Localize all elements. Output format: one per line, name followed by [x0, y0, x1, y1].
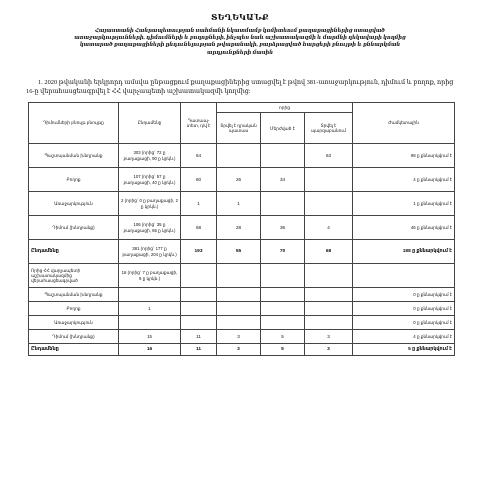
table-row [29, 302, 455, 316]
row-pending: 0 ը քննարկվում է [353, 288, 455, 302]
row-rejected [261, 316, 305, 330]
row-total: 16 [119, 344, 181, 356]
row-pending: 1 ը քննարկվում է [353, 192, 455, 216]
row-total: 107 (որից` 57 ը բաղաքացի, 40 ը կրկն.) [119, 168, 181, 192]
row-pending: 0 ը քննարկվում է [353, 302, 455, 316]
row-explained [305, 288, 353, 302]
row-type: Պաշտպանման խնդրանք [29, 144, 119, 168]
row-positive: 26 [217, 168, 261, 192]
row-resolved: 11 [181, 344, 217, 356]
row-positive [217, 288, 261, 302]
row-rejected [261, 264, 305, 288]
header-resolved: Դատապ-տետ, դ/վ է [181, 103, 217, 144]
row-pending: 4 ը քննարկվում է [353, 168, 455, 192]
document-title: ՏԵՂԵԿԱՆՔ [210, 13, 270, 22]
row-rejected [261, 144, 305, 168]
document-subtitle: Հայաստանի Հանրապետության սահմանի նկատմամբ կոմիտեում քաղաքացիներից ստացված առաջարկությունների, դիմումների և բողոքների, ինչպես նաև աշխատակազմի և մարմնի ղեկավարի կողմից կատարած քաղաքացիների ընդունելության թվաքանակի, բարձրացված հարցերի բնույթի և քննարկման արդյունքների մասին [74, 28, 406, 56]
row-resolved: 60 [181, 168, 217, 192]
header-explained: Տրվել է պարզաբանում [305, 113, 353, 144]
row-rejected [261, 302, 305, 316]
row-type: Դիմում (խնդրանք) [29, 330, 119, 344]
table-body [29, 144, 455, 356]
table-row [29, 216, 455, 240]
row-rejected: 5 [261, 330, 305, 344]
row-explained: 3 [305, 344, 353, 356]
row-type: Ընդամենը [29, 240, 119, 264]
row-type: Պաշտպանման խնդրանք [29, 288, 119, 302]
table-row [29, 192, 455, 216]
row-rejected: 36 [261, 216, 305, 240]
row-explained [305, 192, 353, 216]
table-row [29, 144, 455, 168]
row-resolved [181, 264, 217, 288]
row-positive [217, 302, 261, 316]
statistics-table [28, 102, 455, 356]
row-explained: 3 [305, 330, 353, 344]
row-positive: 1 [217, 192, 261, 216]
row-positive [217, 316, 261, 330]
row-total: 15 [119, 330, 181, 344]
row-resolved [181, 288, 217, 302]
row-type: Բողոք [29, 168, 119, 192]
row-total [119, 316, 181, 330]
row-positive: 55 [217, 240, 261, 264]
table-row [29, 168, 455, 192]
row-total: 106 (որից` 35 ը բաղաքացի, 65 ը կրկն.) [119, 216, 181, 240]
row-rejected: 70 [261, 240, 305, 264]
table-row [29, 264, 455, 288]
row-explained [305, 264, 353, 288]
row-type: Ընդամենը [29, 344, 119, 356]
row-resolved [181, 316, 217, 330]
table-row [29, 330, 455, 344]
row-explained: 4 [305, 216, 353, 240]
row-pending: 0 ը քննարկվում է [353, 316, 455, 330]
header-pending: Ժամկետային [353, 103, 455, 144]
row-pending: 188 ը քննարկվում է [353, 240, 455, 264]
row-pending: 5 ը քննարկվում է [353, 344, 455, 356]
row-pending: 46 ը քննարկվում է [353, 216, 455, 240]
intro-paragraph: 1. 2020 թվականի երկրորդ ամսվա ընթացքում քաղաքացիներից ստացվել է թվով 381-առաջարկություն, դիմում և բողոք, որից 16-ը վերահասցեագրվել է ՀՀ վարչապետի աշխատակազմի կողմից: [26, 79, 454, 95]
row-explained [305, 302, 353, 316]
row-type: Դիմում (խնդրանք) [29, 216, 119, 240]
row-resolved [181, 302, 217, 316]
row-resolved: 11 [181, 330, 217, 344]
row-resolved: 64 [181, 144, 217, 168]
row-total [119, 288, 181, 302]
row-explained [305, 168, 353, 192]
row-resolved: 1 [181, 192, 217, 216]
header-positive: Տրվել է դրական պատաս [217, 113, 261, 144]
header-group: որից [217, 103, 353, 113]
row-rejected: 5 [261, 344, 305, 356]
row-type: Առաջարկություն [29, 316, 119, 330]
header-type: Դիմումների բնույթ բնույթը [29, 103, 119, 144]
row-explained: 63 [305, 144, 353, 168]
row-positive [217, 264, 261, 288]
row-positive: 3 [217, 330, 261, 344]
row-type: Առաջարկություն [29, 192, 119, 216]
row-total: 1 [119, 302, 181, 316]
row-pending: 4 ը քննարկվում է [353, 330, 455, 344]
row-rejected: 34 [261, 168, 305, 192]
table-row [29, 316, 455, 330]
row-total: 303 (որից` 72 ը բաղաքացի, 90 ը կրկն.) [119, 144, 181, 168]
table-row-total [29, 344, 455, 356]
row-total: 16 (որից` 7 ը բաղաքացի, 9 ը կրկն.) [119, 264, 181, 288]
row-positive [217, 144, 261, 168]
table-row [29, 288, 455, 302]
row-explained [305, 316, 353, 330]
row-explained: 68 [305, 240, 353, 264]
row-positive: 3 [217, 344, 261, 356]
row-resolved: 68 [181, 216, 217, 240]
row-rejected [261, 192, 305, 216]
row-positive: 28 [217, 216, 261, 240]
row-total: 2 (որից` 0 ը բաղաքացի, 2 ը կրկն.) [119, 192, 181, 216]
row-pending: 98 ը քննարկվում է [353, 144, 455, 168]
row-total: 381 (որից` 177 ը բաղաքացի, 204 ը կրկն.) [119, 240, 181, 264]
header-rejected: Մերժված է [261, 113, 305, 144]
row-pending [353, 264, 455, 288]
header-total: Ընդամենը [119, 103, 181, 144]
row-type: Որից ՀՀ վարչապետի աշխատակազմից վերահասցեագրված [29, 264, 119, 288]
row-type: Բողոք [29, 302, 119, 316]
row-rejected [261, 288, 305, 302]
table-row-total [29, 240, 455, 264]
row-resolved: 193 [181, 240, 217, 264]
